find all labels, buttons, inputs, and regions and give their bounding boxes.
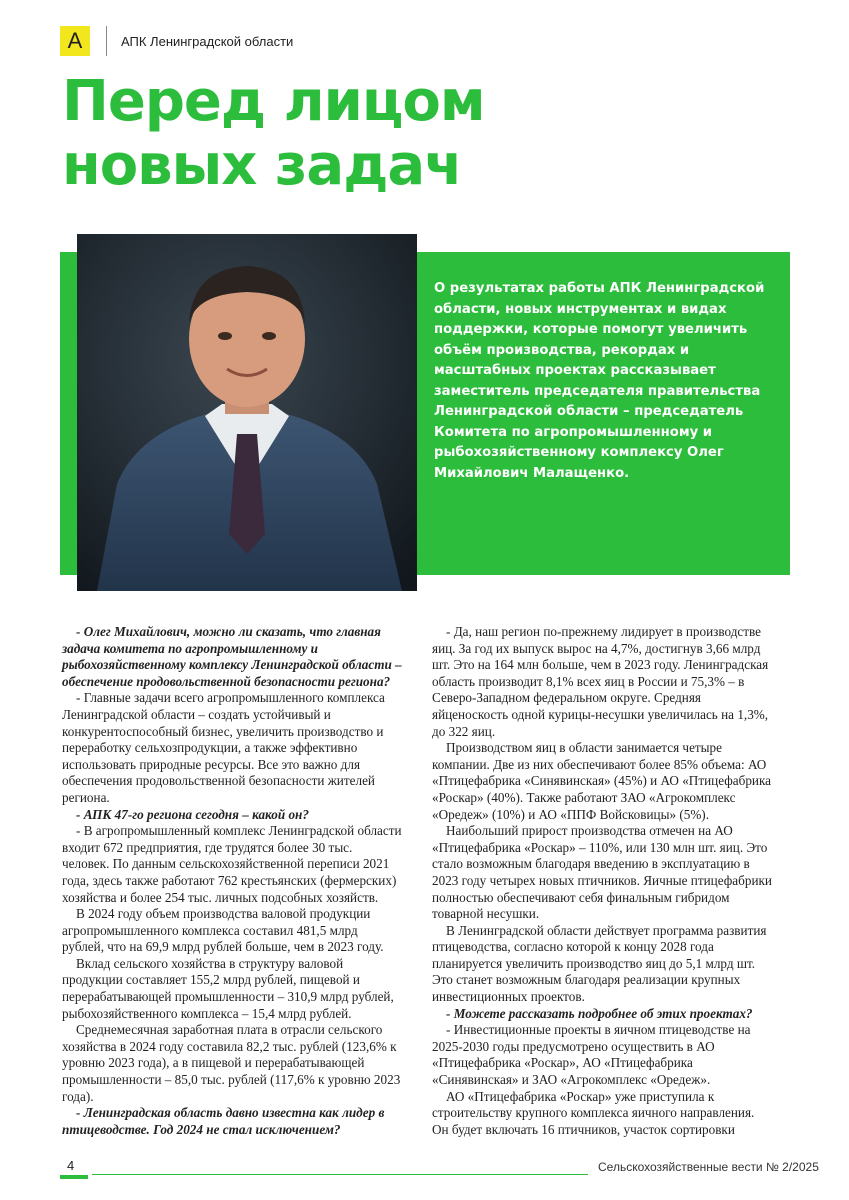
- portrait-illustration: [77, 234, 417, 591]
- interview-question: - АПК 47-го региона сегодня – какой он?: [76, 806, 309, 822]
- portrait-photo: [77, 234, 417, 591]
- right-column: [432, 624, 772, 1138]
- interview-paragraph: Вклад сельского хозяйства в структуру валовой продукции составляет 155,2 млрд рублей, пищевой и перерабатывающей промышленности – 310,9 млрд рублей, рыбохозяйственного комплекса – 15,4 млрд рублей.: [62, 955, 394, 1021]
- page-header: [60, 24, 293, 58]
- interview-question: - Олег Михайлович, можно ли сказать, что главная задача комитета по агропромышленному и рыбохозяйственному комплексу Ленинградской области – обеспечение продовольственной безопасности региона?: [62, 624, 402, 689]
- interview-paragraph: - Да, наш регион по-прежнему лидирует в производстве яиц. За год их выпуск вырос на 4,7%, достигнув 3,66 млрд шт. Это на 164 млн больше, чем в 2023 году. Ленинградская область производит 8,1% всех яиц в России и 75,3% – в Северо-Западном федеральном округе. Средняя яйценоскость одной курицы-несушки увеличилась на 1,3%, до 322 яиц.: [432, 624, 769, 739]
- interview-paragraph: В Ленинградской области действует программа развития птицеводства, согласно которой к концу 2028 года планируется увеличить производство яиц до 5,1 млрд шт. Это станет возможным благодаря реализации крупных инвестиционных проектов.: [432, 922, 767, 1005]
- interview-paragraph: - Главные задачи всего агропромышленного комплекса Ленинградской области – создать устойчивый и конкурентоспособный бизнес, увеличить производство и переработку сельхозпродукции, а также эффективно использовать природные ресурсы. Все это важно для обеспечения продовольственной безопасности жителей региона.: [62, 690, 385, 805]
- magazine-issue: Сельскохозяйственные вести № 2/2025: [598, 1160, 819, 1174]
- article-title-line-2: новых задач: [62, 133, 462, 198]
- lead-paragraph: О результатах работы АПК Ленинградской области, новых инструментах и видах поддержки, которые помогут увеличить объём производства, рекордах и масштабных проектах рассказывает заместитель председателя правительства Ленинградской области – председатель Комитета по агропромышленному и рыбохозяйственному комплексу Олег Михайлович Малащенко.: [434, 281, 765, 481]
- footer-rule: [92, 1174, 588, 1175]
- interview-paragraph: - В агропромышленный комплекс Ленинградской области входит 672 предприятия, где трудятся более 30 тыс. человек. По данным сельскохозяйственной переписи 2021 года, здесь также работают 762 крестьянских (фермерских) хозяйства и более 254 тыс. личных подсобных хозяйств.: [62, 823, 402, 905]
- interview-question: - Ленинградская область давно известна как лидер в птицеводстве. Год 2024 не стал исключением?: [62, 1105, 385, 1137]
- left-column: [62, 624, 402, 1138]
- page-number-underline: [60, 1175, 88, 1179]
- interview-paragraph: В 2024 году объем производства валовой продукции агропромышленного комплекса составил 481,5 млрд рублей, что на 69,9 млрд рублей больше, чем в 2023 году.: [62, 906, 384, 955]
- interview-paragraph: - Инвестиционные проекты в яичном птицеводстве на 2025-2030 годы предусмотрено осуществить в АО «Птицефабрика «Роскар», АО «Птицефабрика «Синявинская» и ЗАО «Агрокомплекс «Оредеж».: [432, 1022, 751, 1088]
- page-number-text: 4: [67, 1158, 75, 1173]
- section-title: АПК Ленинградской области: [121, 33, 294, 49]
- interview-question: - Можете рассказать подробнее об этих проектах?: [446, 1005, 753, 1021]
- article-title: [62, 70, 485, 198]
- interview-paragraph: Наибольший прирост производства отмечен на АО «Птицефабрика «Роскар» – 110%, или 130 млн шт. яиц. Это стало возможным благодаря введению в эксплуатацию в 2023 году четырех новых птичников. Яичные птицефабрики полностью обеспечивают себя финальным гибридом товарной несушки.: [432, 823, 772, 922]
- interview-paragraph: АО «Птицефабрика «Роскар» уже приступила к строительству крупного комплекса яичного направления. Он будет включать 16 птичников, участок сортировки: [432, 1088, 755, 1137]
- interview-paragraph: Производством яиц в области занимается четыре компании. Две из них обеспечивают более 85% объема: АО «Птицефабрика «Синявинская» (45%) и АО «Птицефабрика «Роскар» (40%). Также работают ЗАО «Агрокомплекс «Оредеж» (10%) и АО «ППФ Войсковицы» (5%).: [432, 740, 772, 822]
- interview-paragraph: Среднемесячная заработная плата в отрасли сельского хозяйства в 2024 году составила 82,2 тыс. рублей (123,6% к уровню 2023 года), а в пищевой и перерабатывающей промышленности – 85,0 тыс. рублей (117,6% к уровню 2023 года).: [62, 1022, 401, 1104]
- article-title-line-1: Перед лицом: [62, 69, 485, 134]
- page-number: [60, 1158, 88, 1176]
- section-badge: А: [60, 26, 90, 56]
- header-divider: [106, 26, 107, 56]
